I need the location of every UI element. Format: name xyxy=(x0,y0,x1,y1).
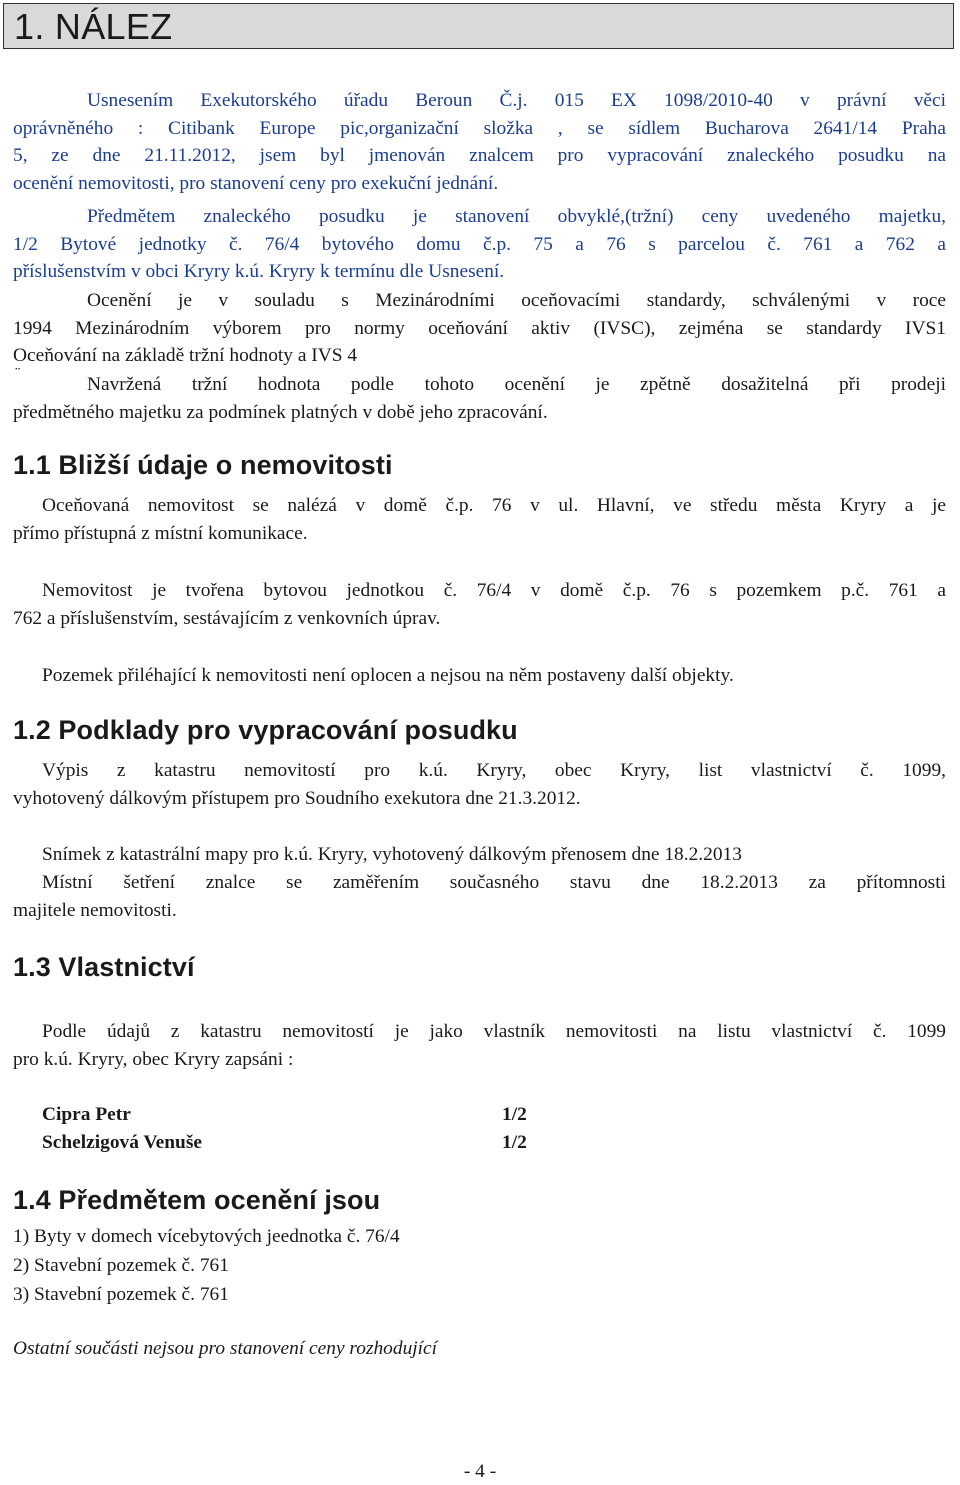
text-line: ocenění nemovitosti, pro stanovení ceny pro exekuční jednání. xyxy=(13,172,499,194)
list-item: 1) Byty v domech vícebytových jeednotka č. 76/4 xyxy=(13,1226,400,1247)
text-line: příslušenstvím v obci Kryry k.ú. Kryry k termínu dle Usnesení. xyxy=(13,261,505,283)
s1-1-paragraph-3 xyxy=(13,662,946,690)
text-line: předmětného majetku za podmínek platných v době jeho zpracování. xyxy=(13,401,548,423)
text-line: Oceňovaná nemovitost se nalézá v domě č.p. 76 v ul. Hlavní, ve středu města Kryry a je xyxy=(42,495,946,516)
text-line: 5, ze dne 21.11.2012, jsem byl jmenován znalcem pro vypracování znaleckého posudku na xyxy=(13,145,946,167)
intro-paragraph-2 xyxy=(13,203,946,286)
s1-1-paragraph-1 xyxy=(13,492,946,547)
list-item: 2) Stavební pozemek č. 761 xyxy=(13,1255,229,1276)
text-line: 1/2 Bytové jednotky č. 76/4 bytového domu č.p. 75 a 76 s parcelou č. 761 a 762 a xyxy=(13,233,946,255)
s1-2-paragraph-3 xyxy=(13,869,946,924)
section-heading-1-3: 1.3 Vlastnictví xyxy=(13,952,195,982)
text-line: Místní šetření znalce se zaměřením současného stavu dne 18.2.2013 za přítomnosti xyxy=(42,872,946,893)
text-line: Navržená tržní hodnota podle tohoto ocenění je zpětně dosažitelná při prodeji xyxy=(87,374,946,395)
text-line: Předmětem znaleckého posudku je stanovení obvyklé,(tržní) ceny uvedeného majetku, xyxy=(87,206,946,227)
list-item: 3) Stavební pozemek č. 761 xyxy=(13,1284,229,1305)
text-line: majitele nemovitosti. xyxy=(13,899,177,921)
section-heading-1-4: 1.4 Předmětem ocenění jsou xyxy=(13,1185,381,1215)
text-line: vyhotovený dálkovým přístupem pro Soudního exekutora dne 21.3.2012. xyxy=(13,787,581,809)
text-line: oprávněného : Citibank Europe pic,organizační složka , se sídlem Bucharova 2641/14 Praha xyxy=(13,117,946,139)
text-line: Ocenění je v souladu s Mezinárodními oceňovacími standardy, schválenými v roce xyxy=(87,290,946,311)
text-line-content: Usnesením Exekutorského úřadu Beroun Č.j. 015 EX 1098/2010-40 v právní věci xyxy=(87,90,946,111)
text-line: pro k.ú. Kryry, obec Kryry zapsáni : xyxy=(13,1048,294,1070)
text-line: přímo přístupná z místní komunikace. xyxy=(13,522,308,544)
s1-1-paragraph-2 xyxy=(13,577,946,632)
intro-paragraph-1 xyxy=(13,87,946,197)
text-line: Pozemek přiléhající k nemovitosti není oplocen a nejsou na něm postaveny další objekty. xyxy=(42,665,734,686)
s1-2-paragraph-2 xyxy=(13,841,946,869)
text-line: Snímek z katastrální mapy pro k.ú. Kryry, vyhotovený dálkovým přenosem dne 18.2.2013 xyxy=(42,844,742,865)
section-heading-1-1: 1.1 Bližší údaje o nemovitosti xyxy=(13,450,393,480)
text-line: 762 a příslušenstvím, sestávajícím z venkovních úprav. xyxy=(13,607,441,629)
owner-share: 1/2 xyxy=(502,1132,527,1153)
closing-note: Ostatní součásti nejsou pro stanovení ceny rozhodující xyxy=(13,1338,438,1359)
page-number: - 4 - xyxy=(463,1461,497,1482)
section-title: 1. NÁLEZ xyxy=(14,6,173,47)
owner-share: 1/2 xyxy=(502,1104,527,1125)
intro-paragraph-3 xyxy=(13,287,946,370)
s1-2-paragraph-1 xyxy=(13,757,946,812)
text-line: Výpis z katastru nemovitostí pro k.ú. Kryry, obec Kryry, list vlastnictví č. 1099, xyxy=(42,760,946,781)
section-heading-1-2: 1.2 Podklady pro vypracování posudku xyxy=(13,715,518,745)
stray-mark: ¨ xyxy=(15,365,21,382)
intro-paragraph-4 xyxy=(13,371,946,426)
section-header-bar xyxy=(3,3,954,49)
owner-name: Schelzigová Venuše xyxy=(42,1132,202,1153)
text-line xyxy=(13,87,946,115)
text-line: Podle údajů z katastru nemovitostí je jako vlastník nemovitosti na listu vlastnictví č. 1099 xyxy=(42,1021,946,1042)
valuation-items-list xyxy=(13,1222,400,1309)
text-line: 1994 Mezinárodním výborem pro normy oceňování aktiv (IVSC), zejména se standardy IVS1 xyxy=(13,317,946,339)
text-line: Oceňování na základě tržní hodnoty a IVS 4 xyxy=(13,345,358,367)
s1-3-paragraph-1 xyxy=(13,1018,946,1073)
text-line: Nemovitost je tvořena bytovou jednotkou č. 76/4 v domě č.p. 76 s pozemkem p.č. 761 a xyxy=(42,580,946,601)
owner-name: Cipra Petr xyxy=(42,1104,131,1125)
